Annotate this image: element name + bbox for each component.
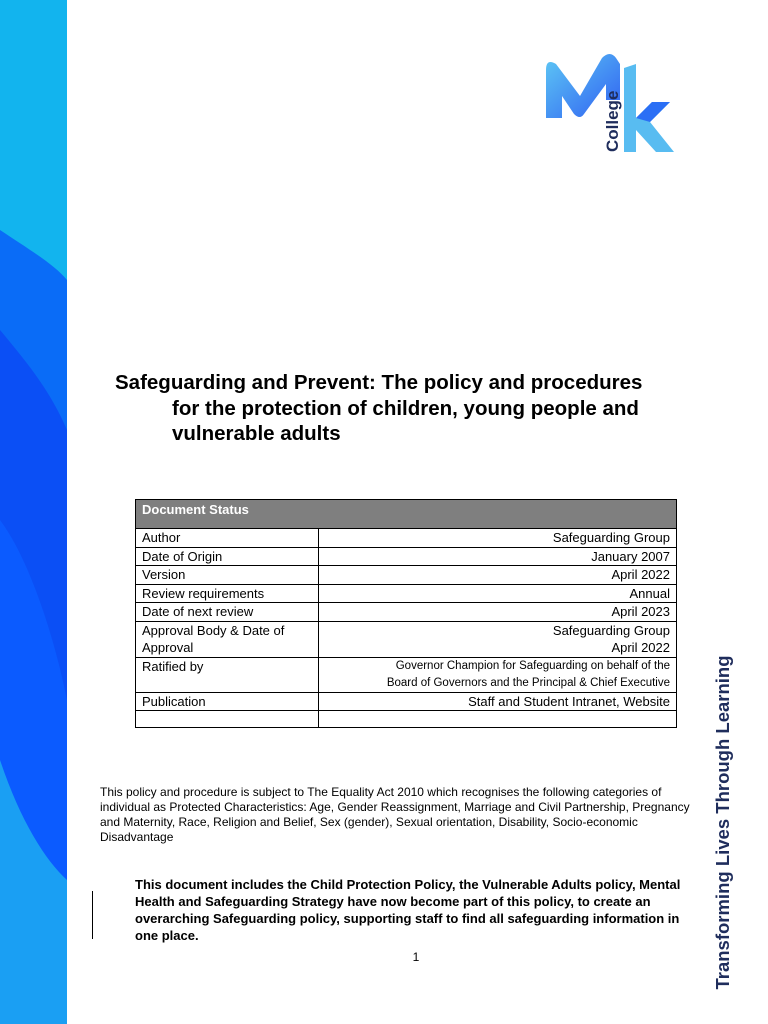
logo-college-text: College xyxy=(603,90,622,152)
row-key: Ratified by xyxy=(136,657,319,692)
row-key-line-1: Approval Body & Date of xyxy=(142,622,285,638)
row-value-line-2: Board of Governors and the Principal & Chief Executive xyxy=(386,676,670,689)
title-line-1: Safeguarding and Prevent: The policy and procedures xyxy=(115,371,643,394)
table-header-row xyxy=(136,500,677,529)
brand-tagline: Transforming Lives Through Learning xyxy=(712,655,733,990)
document-title xyxy=(115,370,725,447)
row-value-line-1: Safeguarding Group xyxy=(552,622,670,638)
policy-scope-note: This document includes the Child Protection Policy, the Vulnerable Adults policy, Mental Health and Safeguarding Strategy have now become part of this policy, to create an overarching Safeguarding policy, supporting staff to find all safeguarding information in one place. xyxy=(135,877,681,943)
row-key: Review requirements xyxy=(136,584,319,603)
row-value xyxy=(319,657,677,692)
table-row xyxy=(136,547,677,566)
row-value: Staff and Student Intranet, Website xyxy=(319,692,677,711)
row-value-line-1: Governor Champion for Safeguarding on behalf of the xyxy=(395,659,670,672)
row-key: Publication xyxy=(136,692,319,711)
row-value: April 2023 xyxy=(319,603,677,622)
table-row xyxy=(136,603,677,622)
row-key xyxy=(136,621,319,657)
row-key: Version xyxy=(136,566,319,585)
table-row-empty xyxy=(136,711,677,728)
row-value: April 2022 xyxy=(319,566,677,585)
table-row xyxy=(136,692,677,711)
row-key-line-2: Approval xyxy=(142,640,194,655)
row-value: Safeguarding Group xyxy=(319,529,677,548)
row-key: Date of Origin xyxy=(136,547,319,566)
row-value: Annual xyxy=(319,584,677,603)
row-value-line-2: April 2022 xyxy=(611,640,670,655)
title-line-2: for the protection of children, young people and xyxy=(172,396,639,420)
table-row xyxy=(136,529,677,548)
row-value: January 2007 xyxy=(319,547,677,566)
table-row xyxy=(136,566,677,585)
table-row xyxy=(136,657,677,692)
table-row xyxy=(136,584,677,603)
table-row xyxy=(136,621,677,657)
tagline-container xyxy=(707,655,739,990)
table-header: Document Status xyxy=(136,500,677,529)
page-number: 1 xyxy=(412,950,420,964)
row-value-empty xyxy=(319,711,677,728)
row-key-empty xyxy=(136,711,319,728)
row-key: Author xyxy=(136,529,319,548)
equality-act-statement: This policy and procedure is subject to The Equality Act 2010 which recognises the following categories of individual as Protected Characteristics: Age, Gender Reassignment, Marriage and Civil Partnership, Pregnancy and Maternity, Race, Religion and Belief, Sex (gender), Sexual orientation, Disability, Socio-economic Disadvantage xyxy=(100,785,690,844)
decorative-side-band xyxy=(0,0,67,1024)
row-key: Date of next review xyxy=(136,603,319,622)
row-value xyxy=(319,621,677,657)
document-status-table xyxy=(135,499,677,728)
title-line-3: vulnerable adults xyxy=(172,422,341,445)
mk-college-logo xyxy=(540,48,680,160)
change-bar xyxy=(92,891,93,939)
